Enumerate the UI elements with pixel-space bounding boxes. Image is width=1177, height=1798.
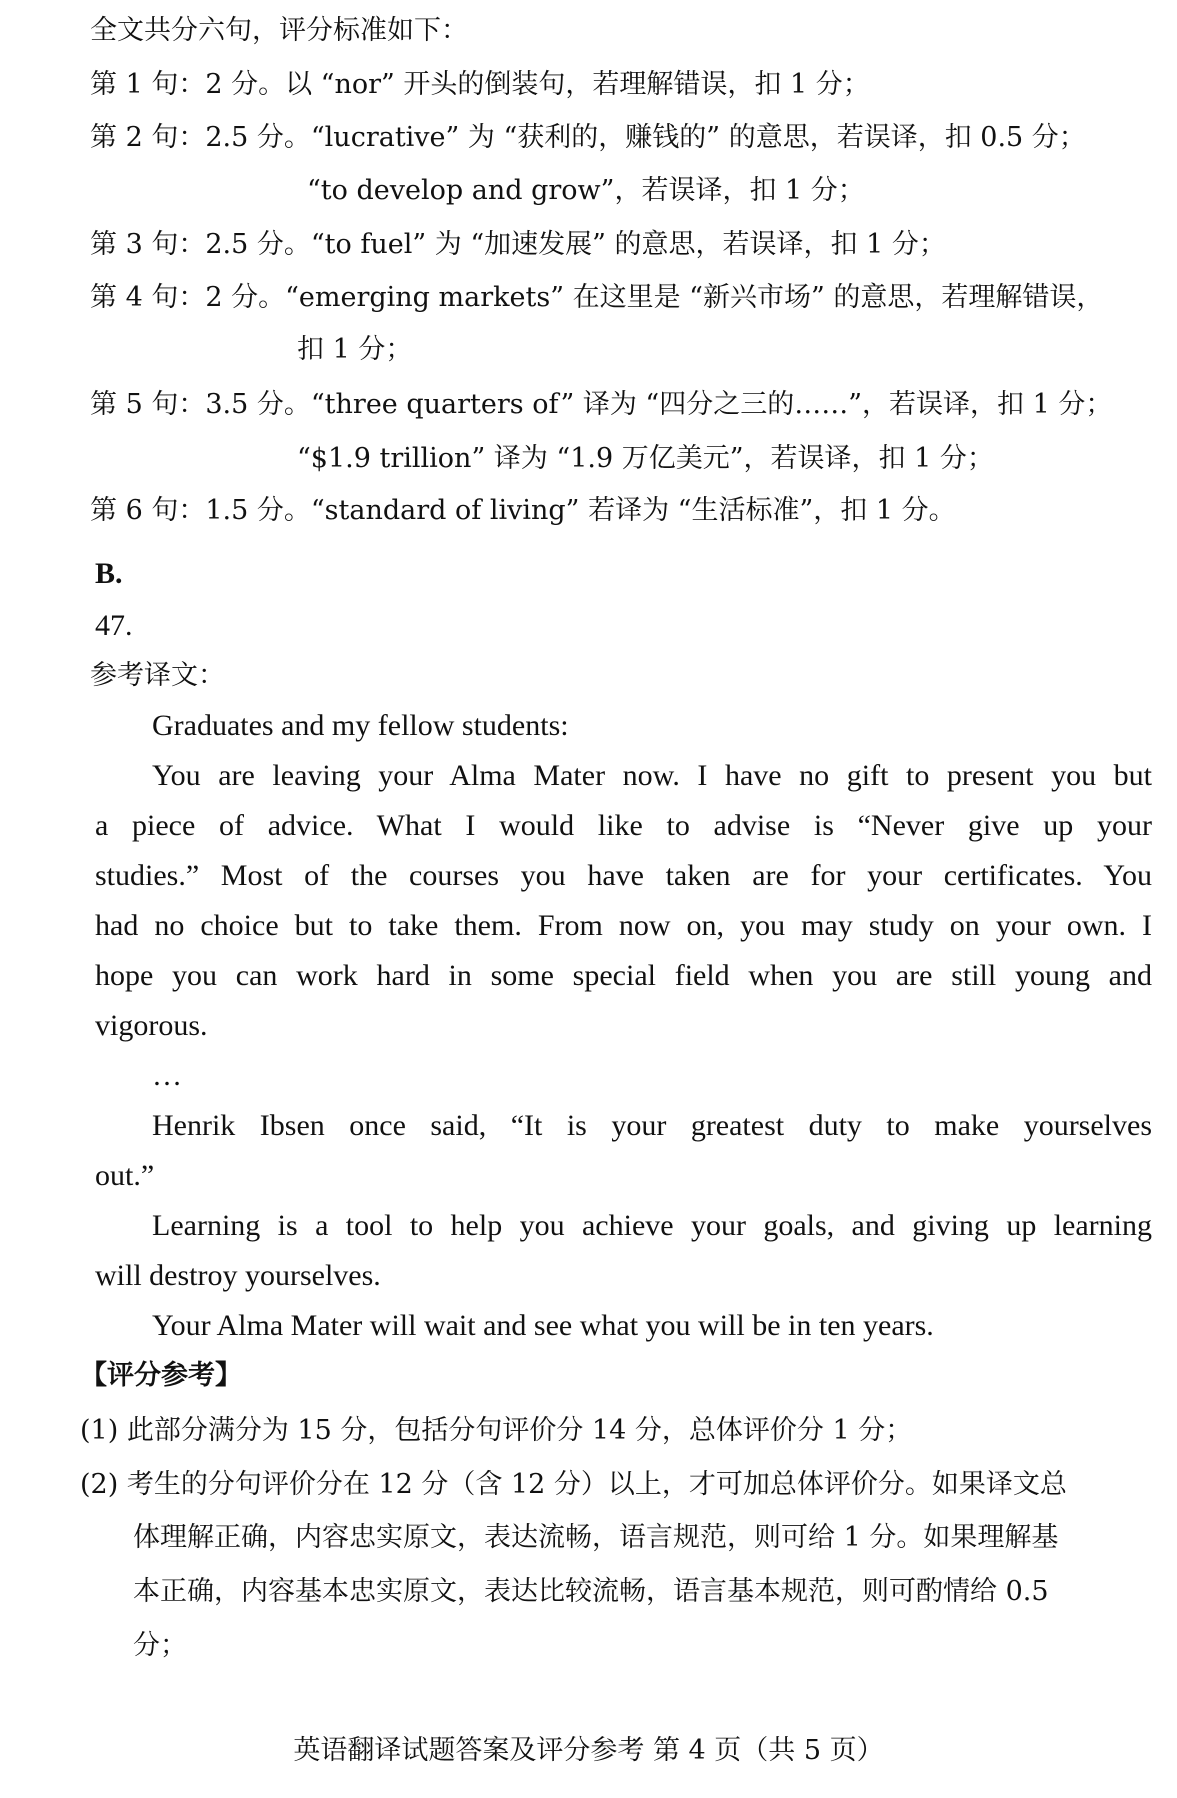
- scoring-intro: 全文共分六句，评分标准如下：: [90, 15, 468, 46]
- criterion-sentence-5: 第 5 句：3.5 分。“three quarters of” 译为 “四分之三的……”，若误译，扣 1 分；: [90, 389, 1113, 420]
- translation-line: out.”: [95, 1159, 155, 1192]
- criterion-sentence-6: 第 6 句：1.5 分。“standard of living” 若译为 “生活标准”，扣 1 分。: [90, 495, 956, 526]
- page-footer: 英语翻译试题答案及评分参考 第 4 页（共 5 页）: [293, 1735, 884, 1766]
- scoring-item-2-cont: 体理解正确，内容忠实原文，表达流畅，语言规范，则可给 1 分。如果理解基: [133, 1522, 1059, 1553]
- question-number: 47.: [95, 609, 133, 642]
- translation-ellipsis: …: [152, 1059, 182, 1092]
- scoring-item-2: (2) 考生的分句评价分在 12 分（含 12 分）以上，才可加总体评价分。如果译文总: [80, 1469, 1067, 1500]
- criterion-sentence-4-cont: 扣 1 分；: [297, 334, 413, 365]
- translation-line: Learning is a tool to help you achieve your goals, and giving up learning: [152, 1209, 1152, 1242]
- reference-translation-label: 参考译文：: [90, 660, 225, 691]
- scoring-item-2-cont: 分；: [133, 1630, 187, 1661]
- translation-line: You are leaving your Alma Mater now. I have no gift to present you but: [152, 759, 1152, 792]
- translation-line: hope you can work hard in some special field when you are still young and: [95, 959, 1152, 992]
- criterion-sentence-4: 第 4 句：2 分。“emerging markets” 在这里是 “新兴市场” 的意思，若理解错误，: [90, 282, 1104, 313]
- translation-salutation: Graduates and my fellow students:: [152, 709, 569, 742]
- translation-line: Henrik Ibsen once said, “It is your greatest duty to make yourselves: [152, 1109, 1152, 1142]
- criterion-sentence-2-cont: “to develop and grow”，若误译，扣 1 分；: [307, 175, 865, 206]
- translation-line: will destroy yourselves.: [95, 1259, 381, 1292]
- scoring-heading: 【评分参考】: [80, 1360, 242, 1391]
- translation-line: studies.” Most of the courses you have taken are for your certificates. You: [95, 859, 1152, 892]
- scoring-item-1: (1) 此部分满分为 15 分，包括分句评价分 14 分，总体评价分 1 分；: [80, 1415, 913, 1446]
- translation-line: Your Alma Mater will wait and see what you will be in ten years.: [152, 1309, 934, 1342]
- criterion-sentence-5-cont: “$1.9 trillion” 译为 “1.9 万亿美元”，若误译，扣 1 分；: [297, 443, 994, 474]
- translation-line: vigorous.: [95, 1009, 208, 1042]
- translation-line: had no choice but to take them. From now on, you may study on your own. I: [95, 909, 1152, 942]
- section-b-heading: B.: [95, 557, 123, 590]
- translation-line: a piece of advice. What I would like to advise is “Never give up your: [95, 809, 1152, 842]
- criterion-sentence-3: 第 3 句：2.5 分。“to fuel” 为 “加速发展” 的意思，若误译，扣 1 分；: [90, 229, 946, 260]
- scoring-item-2-cont: 本正确，内容基本忠实原文，表达比较流畅，语言基本规范，则可酌情给 0.5: [133, 1576, 1049, 1607]
- criterion-sentence-2: 第 2 句：2.5 分。“lucrative” 为 “获利的，赚钱的” 的意思，若误译，扣 0.5 分；: [90, 122, 1086, 153]
- criterion-sentence-1: 第 1 句：2 分。以 “nor” 开头的倒装句，若理解错误，扣 1 分；: [90, 69, 870, 100]
